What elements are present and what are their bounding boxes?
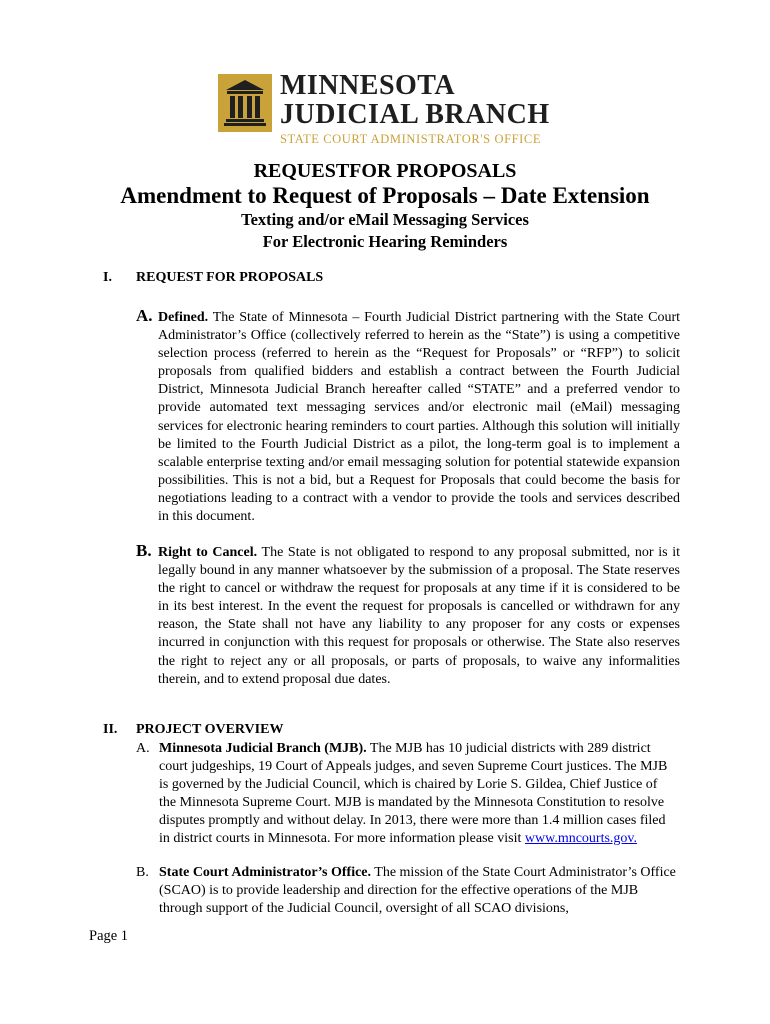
courthouse-pillar-icon: [218, 74, 272, 132]
item-text: The mission of the State Court Administrator’s Office (SCAO) is to provide leadership and direction for the effective operations of the MJB through support of the Judicial Council, oversight of all SCAO divisions,: [159, 865, 676, 916]
title-reminders: For Electronic Hearing Reminders: [262, 232, 508, 251]
paragraph-lead: Right to Cancel.: [158, 545, 258, 560]
item-letter: B.: [136, 541, 152, 560]
mjb-logo: [218, 70, 558, 146]
logo-line2: JUDICIAL BRANCH: [280, 99, 550, 130]
item-letter: B.: [136, 865, 149, 880]
section2-title: PROJECT OVERVIEW: [136, 722, 284, 737]
item-body: [159, 864, 676, 918]
title-services: Texting and/or eMail Messaging Services: [241, 210, 529, 229]
page-number: Page 1: [89, 928, 129, 944]
paragraph-body: [158, 309, 680, 526]
paragraph-body: [158, 544, 680, 689]
logo-line1: MINNESOTA: [280, 70, 456, 101]
item-text: The MJB has 10 judicial districts with 289 district court judgeships, 19 Court of Appeals judges, and seven Supreme Court justices. The MJB is governed by the Judicial Council, which is chaired by Lorie S. Gildea, Chief Justice of the Minnesota Supreme Court. MJB is mandated by the Minnesota Constitution to resolve disputes promptly and without delay. In 2013, there were more than 1.4 million cases filed in district courts in Minnesota. For more information please visit: [159, 741, 668, 846]
title-amendment: Amendment to Request of Proposals – Date Extension: [120, 183, 650, 208]
paragraph-lead: Defined.: [158, 310, 209, 325]
item-body: [159, 740, 676, 848]
item-lead: Minnesota Judicial Branch (MJB).: [159, 741, 367, 756]
paragraph-text: The State of Minnesota – Fourth Judicial District partnering with the State Court Administrator’s Office (collectively referred to herein as the “State”) is using a competitive selection process (referred to herein as the “Request for Proposals” or “RFP”) to solicit proposals from qualified bidders and establish a contract between the Fourth Judicial District, Minnesota Judicial Branch hereafter called “STATE” and a preferred vendor to provide automated text messaging services and/or electronic mail (eMail) messaging services for electronic hearing reminders to court parties. Although this solution will initially be limited to the Fourth Judicial District as a pilot, the long-term goal is to implement a scalable enterprise texting and/or email messaging solution for potential statewide expansion possibilities. This is not a bid, but a Request for Proposals that could become the basis for negotiations leading to a contract with a vendor to provide the tools and services described in this document.: [158, 310, 680, 525]
section2-item-b: [136, 864, 676, 918]
logo-subtitle: STATE COURT ADMINISTRATOR'S OFFICE: [280, 132, 542, 146]
section2-number: II.: [103, 722, 118, 737]
paragraph-text: The State is not obligated to respond to any proposal submitted, nor is it legally bound in any manner whatsoever by the submission of a proposal. The State reserves the right to cancel or withdraw the request for proposals at any time if it is considered to be in its best interest. In the event the request for proposals is cancelled or withdrawn for any reason, the State shall not have any liability to any proposer for any costs or expenses incurred in conjunction with this request for proposals or otherwise. The State also reserves the right to reject any or all proposals, or parts of proposals, to waive any informalities therein, and to extend proposal due dates.: [158, 545, 680, 687]
section2-item-a: [136, 740, 676, 848]
mncourts-link[interactable]: www.mncourts.gov.: [524, 831, 638, 846]
section1-paragraph-a: [136, 306, 680, 526]
section1-paragraph-b: [136, 541, 680, 689]
section1-title: REQUEST FOR PROPOSALS: [136, 270, 324, 285]
section1-number: I.: [103, 270, 112, 285]
title-rfp: REQUESTFOR PROPOSALS: [253, 160, 517, 182]
item-lead: State Court Administrator’s Office.: [159, 865, 372, 880]
item-letter: A.: [136, 741, 150, 756]
item-letter: A.: [136, 306, 153, 325]
